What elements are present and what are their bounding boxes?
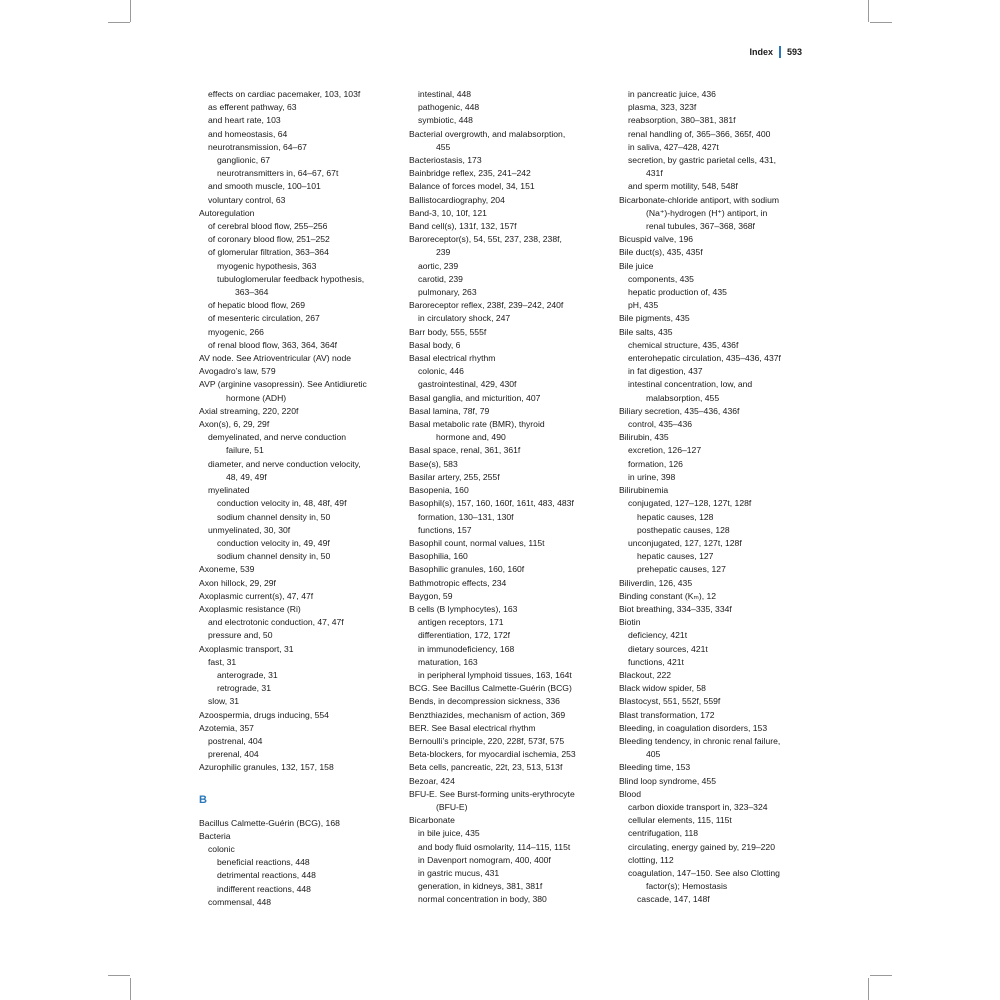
index-entry: myogenic, 266 [208,326,264,337]
index-entry: Autoregulation [199,207,255,218]
index-entry: 431f [646,168,663,179]
index-entry: Basal body, 6 [409,339,461,350]
crop-mark [130,0,131,22]
index-entry: formation, 126 [628,458,683,469]
index-entry: Bacillus Calmette-Guérin (BCG), 168 [199,817,340,828]
index-entry: detrimental reactions, 448 [217,870,316,881]
index-entry: Baroreceptor(s), 54, 55t, 237, 238, 238f, [409,234,562,245]
index-entry: Bicarbonate-chloride antiport, with sodium [619,194,780,205]
index-entry: Band-3, 10, 10f, 121 [409,207,487,218]
index-entry: Bezoar, 424 [409,775,455,786]
index-entry: neurotransmission, 64–67 [208,141,307,152]
index-entry: hepatic causes, 128 [637,511,714,522]
index-entry: circulating, energy gained by, 219–220 [628,841,775,852]
page-number: 593 [786,47,802,57]
index-entry: Basilar artery, 255, 255f [409,471,500,482]
index-entry: posthepatic causes, 128 [637,524,730,535]
index-column-3 [619,88,824,907]
index-entry: Band cell(s), 131f, 132, 157f [409,221,517,232]
index-entry: Axon hillock, 29, 29f [199,577,276,588]
index-entry: Beta-blockers, for myocardial ischemia, 253 [409,749,576,760]
index-entry: components, 435 [628,273,694,284]
index-entry: of hepatic blood flow, 269 [208,300,305,311]
index-entry: AVP (arginine vasopressin). See Antidiuretic [199,379,367,390]
index-entry: Bicuspid valve, 196 [619,234,694,245]
index-entry: clotting, 112 [628,854,674,865]
index-entry: Axon(s), 6, 29, 29f [199,419,270,430]
section-letter: B [199,793,207,806]
index-entry: functions, 157 [418,524,472,535]
index-entry: myogenic hypothesis, 363 [217,260,317,271]
index-entry: prerenal, 404 [208,749,259,760]
index-entry: colonic [208,843,235,854]
index-entry: renal handling of, 365–366, 365f, 400 [628,128,771,139]
crop-mark [108,975,130,976]
index-entry: failure, 51 [226,445,264,456]
index-entry: postrenal, 404 [208,735,263,746]
index-entry: Bleeding, in coagulation disorders, 153 [619,722,768,733]
index-entry: (Na⁺)-hydrogen (H⁺) antiport, in [646,207,768,218]
index-entry: Bile juice [619,260,654,271]
index-entry: carbon dioxide transport in, 323–324 [628,801,768,812]
index-entry: Black widow spider, 58 [619,683,706,694]
index-entry: and homeostasis, 64 [208,128,288,139]
index-entry: hormone and, 490 [436,432,506,443]
index-entry: intestinal, 448 [418,89,472,99]
index-entry: and electrotonic conduction, 47, 47f [208,617,344,628]
crop-mark [108,22,130,23]
index-entry: demyelinated, and nerve conduction [208,432,347,443]
index-entry: malabsorption, 455 [646,392,720,403]
index-entry: and heart rate, 103 [208,115,281,126]
index-entry: Axoplasmic transport, 31 [199,643,294,654]
index-entry: of coronary blood flow, 251–252 [208,234,330,245]
index-entry: Basophil(s), 157, 160, 160f, 161t, 483, 483f [409,498,574,509]
index-entry: ganglionic, 67 [217,155,271,166]
index-entry: Basal lamina, 78f, 79 [409,405,490,416]
index-entry: symbiotic, 448 [418,115,473,126]
index-entry: in pancreatic juice, 436 [628,89,716,99]
index-entry: functions, 421t [628,656,684,667]
index-entry: BFU-E. See Burst-forming units-erythrocyte [409,788,575,799]
index-entry: tubuloglomerular feedback hypothesis, [217,273,365,284]
index-entry: Bile duct(s), 435, 435f [619,247,703,258]
index-entry: in fat digestion, 437 [628,366,703,377]
index-entry: Bends, in decompression sickness, 336 [409,696,560,707]
index-entry: fast, 31 [208,656,237,667]
index-entry: Baygon, 59 [409,590,453,601]
index-entry: anterograde, 31 [217,669,278,680]
index-entry: and smooth muscle, 100–101 [208,181,321,192]
section-gap [199,775,404,788]
index-entry: maturation, 163 [418,656,478,667]
index-entry: of mesenteric circulation, 267 [208,313,320,324]
index-entry: generation, in kidneys, 381, 381f [418,881,543,892]
index-entry: factor(s); Hemostasis [646,881,728,892]
index-entry: Blastocyst, 551, 552f, 559f [619,696,721,707]
index-entry: Base(s), 583 [409,458,458,469]
index-entry: gastrointestinal, 429, 430f [418,379,517,390]
index-entry: Bleeding tendency, in chronic renal failure, [619,735,781,746]
index-entry: plasma, 323, 323f [628,102,697,113]
index-entry: in saliva, 427–428, 427t [628,141,719,152]
index-entry: Binding constant (Kₘ), 12 [619,590,717,601]
index-entry: of glomerular filtration, 363–364 [208,247,329,258]
index-entry: Benzthiazides, mechanism of action, 369 [409,709,566,720]
index-entry: conjugated, 127–128, 127t, 128f [628,498,752,509]
index-entry: Basal space, renal, 361, 361f [409,445,521,456]
crop-mark [130,978,131,1000]
index-entry: pulmonary, 263 [418,287,477,298]
index-entry: Bilirubinemia [619,485,669,496]
index-entry: cellular elements, 115, 115t [628,815,732,826]
index-entry: in peripheral lymphoid tissues, 163, 164t [418,669,572,680]
index-entry: deficiency, 421t [628,630,688,641]
index-entry: in circulatory shock, 247 [418,313,511,324]
index-entry: (BFU-E) [436,801,468,812]
index-entry: Avogadro’s law, 579 [199,366,276,377]
index-entry: Baroreceptor reflex, 238f, 239–242, 240f [409,300,564,311]
crop-mark [870,975,892,976]
index-entry: Bathmotropic effects, 234 [409,577,507,588]
index-entry: hepatic production of, 435 [628,287,727,298]
index-entry: Barr body, 555, 555f [409,326,487,337]
index-entry: Bacteriostasis, 173 [409,155,482,166]
index-entry: dietary sources, 421t [628,643,708,654]
index-entry: Blood [619,788,641,799]
index-entry: Ballistocardiography, 204 [409,194,505,205]
index-entry: neurotransmitters in, 64–67, 67t [217,168,339,179]
index-entry: Biliverdin, 126, 435 [619,577,693,588]
index-entry: in gastric mucus, 431 [418,867,500,878]
index-entry: cascade, 147, 148f [637,894,710,905]
index-entry: Azoospermia, drugs inducing, 554 [199,709,329,720]
index-entry: carotid, 239 [418,273,463,284]
index-entry: Basophilia, 160 [409,551,468,562]
index-entry: Axoplasmic resistance (Ri) [199,603,301,614]
index-entry: Bicarbonate [409,815,455,826]
index-entry: pathogenic, 448 [418,102,480,113]
index-entry: Biliary secretion, 435–436, 436f [619,405,740,416]
index-entry: Biot breathing, 334–335, 334f [619,603,732,614]
index-entry: pressure and, 50 [208,630,273,641]
index-entry: reabsorption, 380–381, 381f [628,115,736,126]
index-entry: centrifugation, 118 [628,828,699,839]
index-entry: in immunodeficiency, 168 [418,643,515,654]
index-entry: in urine, 398 [628,471,676,482]
index-entry: Azurophilic granules, 132, 157, 158 [199,762,334,773]
index-entry: Basophilic granules, 160, 160f [409,564,525,575]
crop-mark [868,978,869,1000]
index-entry: hepatic causes, 127 [637,551,714,562]
index-entry: Basal ganglia, and micturition, 407 [409,392,541,403]
index-entry: voluntary control, 63 [208,194,286,205]
index-entry: Bleeding time, 153 [619,762,691,773]
crop-mark [870,22,892,23]
index-entry: pH, 435 [628,300,659,311]
index-entry: unconjugated, 127, 127t, 128f [628,537,742,548]
index-entry: Balance of forces model, 34, 151 [409,181,535,192]
index-entry: commensal, 448 [208,896,272,907]
index-entry: and body fluid osmolarity, 114–115, 115t [418,841,571,852]
index-entry: secretion, by gastric parietal cells, 431, [628,155,777,166]
header-divider [779,46,781,58]
index-entry: 239 [436,247,451,258]
index-entry: Bilirubin, 435 [619,432,669,443]
index-entry: in bile juice, 435 [418,828,480,839]
index-entry: conduction velocity in, 48, 48f, 49f [217,498,347,509]
index-entry: BCG. See Bacillus Calmette-Guérin (BCG) [409,683,572,694]
index-entry: colonic, 446 [418,366,464,377]
index-entry: Basal electrical rhythm [409,353,496,364]
index-entry: formation, 130–131, 130f [418,511,514,522]
index-entry: and sperm motility, 548, 548f [628,181,738,192]
index-entry: slow, 31 [208,696,240,707]
index-entry: Beta cells, pancreatic, 22t, 23, 513, 513f [409,762,563,773]
index-entry: sodium channel density in, 50 [217,511,331,522]
running-header [749,46,802,58]
index-entry: 48, 49, 49f [226,471,267,482]
index-entry: excretion, 126–127 [628,445,702,456]
index-entry: intestinal concentration, low, and [628,379,753,390]
index-entry: in Davenport nomogram, 400, 400f [418,854,551,865]
index-entry: enterohepatic circulation, 435–436, 437f [628,353,781,364]
index-entry: coagulation, 147–150. See also Clotting [628,867,780,878]
index-entry: Bainbridge reflex, 235, 241–242 [409,168,531,179]
index-entry: differentiation, 172, 172f [418,630,511,641]
index-entry: 363–364 [235,287,269,298]
index-entry: BER. See Basal electrical rhythm [409,722,536,733]
index-column-2 [409,88,614,907]
index-entry: effects on cardiac pacemaker, 103, 103f [208,89,361,99]
index-entry: Bacterial overgrowth, and malabsorption, [409,128,566,139]
index-entry: Bacteria [199,830,231,841]
index-entry: chemical structure, 435, 436f [628,339,739,350]
index-entry: of renal blood flow, 363, 364, 364f [208,339,338,350]
index-entry: beneficial reactions, 448 [217,857,310,868]
index-entry: Bile salts, 435 [619,326,673,337]
index-column-1 [199,88,404,909]
index-entry: antigen receptors, 171 [418,617,504,628]
index-entry: diameter, and nerve conduction velocity, [208,458,361,469]
index-entry: AV node. See Atrioventricular (AV) node [199,353,352,364]
index-entry: Basophil count, normal values, 115t [409,537,545,548]
index-entry: Axial streaming, 220, 220f [199,405,299,416]
index-entry: Azotemia, 357 [199,722,254,733]
index-entry: as efferent pathway, 63 [208,102,297,113]
index-entry: Bile pigments, 435 [619,313,690,324]
index-entry: retrograde, 31 [217,683,271,694]
index-entry: normal concentration in body, 380 [418,894,547,905]
index-entry: Biotin [619,617,641,628]
index-entry: renal tubules, 367–368, 368f [646,221,755,232]
index-entry: of cerebral blood flow, 255–256 [208,221,328,232]
index-entry: Axoneme, 539 [199,564,255,575]
index-entry: aortic, 239 [418,260,459,271]
index-entry: myelinated [208,485,250,496]
index-entry: conduction velocity in, 49, 49f [217,537,330,548]
index-entry: sodium channel density in, 50 [217,551,331,562]
index-entry: 455 [436,141,451,152]
index-entry: Blackout, 222 [619,669,672,680]
index-entry: prehepatic causes, 127 [637,564,726,575]
index-entry: Blind loop syndrome, 455 [619,775,716,786]
crop-mark [868,0,869,22]
header-label: Index [749,47,773,57]
index-entry: Bernoulli’s principle, 220, 228f, 573f, 575 [409,735,565,746]
index-entry: Axoplasmic current(s), 47, 47f [199,590,314,601]
index-entry: B cells (B lymphocytes), 163 [409,603,518,614]
index-entry: 405 [646,749,661,760]
index-entry: Basal metabolic rate (BMR), thyroid [409,419,545,430]
index-entry: Blast transformation, 172 [619,709,715,720]
index-entry: unmyelinated, 30, 30f [208,524,291,535]
index-entry: control, 435–436 [628,419,693,430]
index-entry: indifferent reactions, 448 [217,883,311,894]
index-entry: hormone (ADH) [226,392,287,403]
index-entry: Basopenia, 160 [409,485,469,496]
